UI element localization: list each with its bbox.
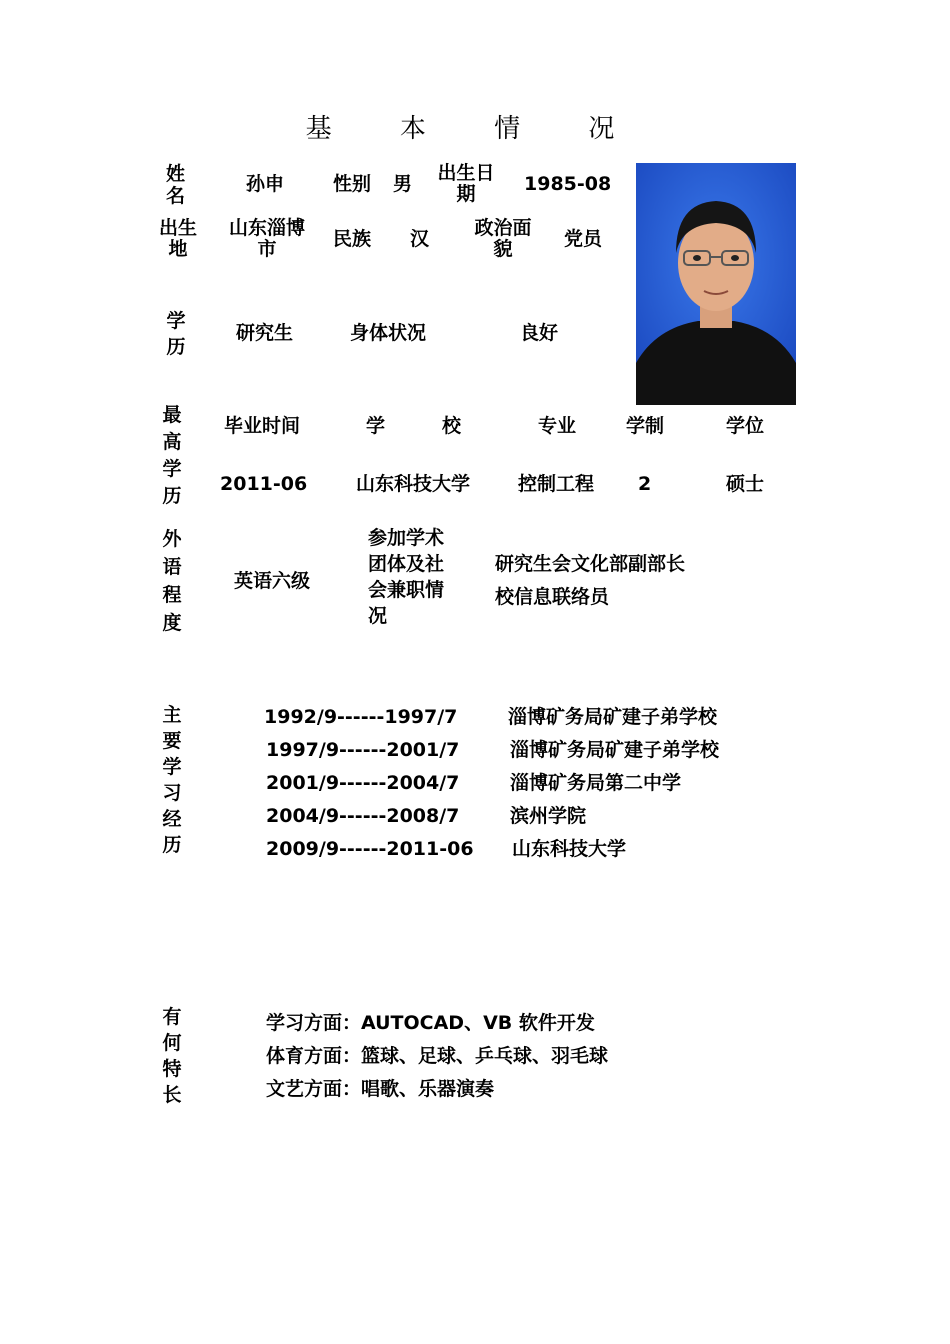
highest-degree-label: 最高学历 — [162, 404, 182, 507]
specialty-sports: 体育方面：篮球、足球、乒乓球、羽毛球 — [266, 1045, 609, 1067]
header-major: 专业 — [538, 415, 577, 437]
birthplace-value: 山东淄博市 — [228, 217, 305, 260]
specialties-label: 有何特长 — [162, 1006, 182, 1106]
specialty-arts: 文艺方面：唱歌、乐器演奏 — [266, 1078, 495, 1100]
study-period: 1997/9------2001/7 — [266, 739, 460, 761]
gender-label: 性别 — [333, 173, 372, 195]
activity-2: 校信息联络员 — [495, 586, 610, 608]
health-label: 身体状况 — [350, 322, 427, 344]
header-duration: 学制 — [626, 415, 665, 437]
ethnicity-value: 汉 — [410, 228, 430, 250]
specialty-study: 学习方面：AUTOCAD、VB 软件开发 — [266, 1012, 595, 1034]
activity-1: 研究生会文化部副部长 — [495, 553, 686, 575]
profile-photo — [636, 163, 796, 405]
study-school: 淄博矿务局矿建子弟学校 — [508, 706, 718, 728]
study-school: 淄博矿务局矿建子弟学校 — [510, 739, 720, 761]
name-label: 姓名 — [166, 163, 186, 207]
study-school: 滨州学院 — [510, 805, 587, 827]
header-degree: 学位 — [726, 415, 765, 437]
major-value: 控制工程 — [518, 473, 595, 495]
header-grad-time: 毕业时间 — [224, 415, 301, 437]
birthplace-label: 出生地 — [158, 217, 197, 260]
study-school: 山东科技大学 — [512, 838, 627, 860]
study-period: 1992/9------1997/7 — [264, 706, 458, 728]
header-school-a: 学 — [366, 415, 386, 437]
language-label: 外语程度 — [162, 528, 182, 634]
ethnicity-label: 民族 — [333, 228, 372, 250]
study-school: 淄博矿务局第二中学 — [510, 772, 682, 794]
study-period: 2004/9------2008/7 — [266, 805, 460, 827]
header-school-b: 校 — [442, 415, 462, 437]
birth-value: 1985-08 — [524, 173, 612, 195]
page-title: 基 本 情 况 — [305, 114, 645, 144]
education-label: 学历 — [166, 310, 186, 358]
health-value: 良好 — [520, 322, 559, 344]
gender-value: 男 — [393, 173, 413, 195]
language-value: 英语六级 — [234, 570, 311, 592]
education-value: 研究生 — [236, 322, 294, 344]
political-label: 政治面貌 — [474, 217, 532, 260]
duration-value: 2 — [638, 473, 652, 495]
study-period: 2009/9------2011-06 — [266, 838, 474, 860]
name-value: 孙申 — [246, 173, 285, 195]
school-value: 山东科技大学 — [356, 473, 471, 495]
political-value: 党员 — [564, 228, 603, 250]
grad-time-value: 2011-06 — [220, 473, 308, 495]
study-period: 2001/9------2004/7 — [266, 772, 460, 794]
portrait-image — [636, 163, 796, 405]
study-history-label: 主要学习经历 — [162, 704, 182, 856]
birth-label: 出生日期 — [437, 162, 495, 205]
activities-label: 参加学术团体及社会兼职情况 — [368, 527, 445, 627]
degree-value: 硕士 — [726, 473, 765, 495]
